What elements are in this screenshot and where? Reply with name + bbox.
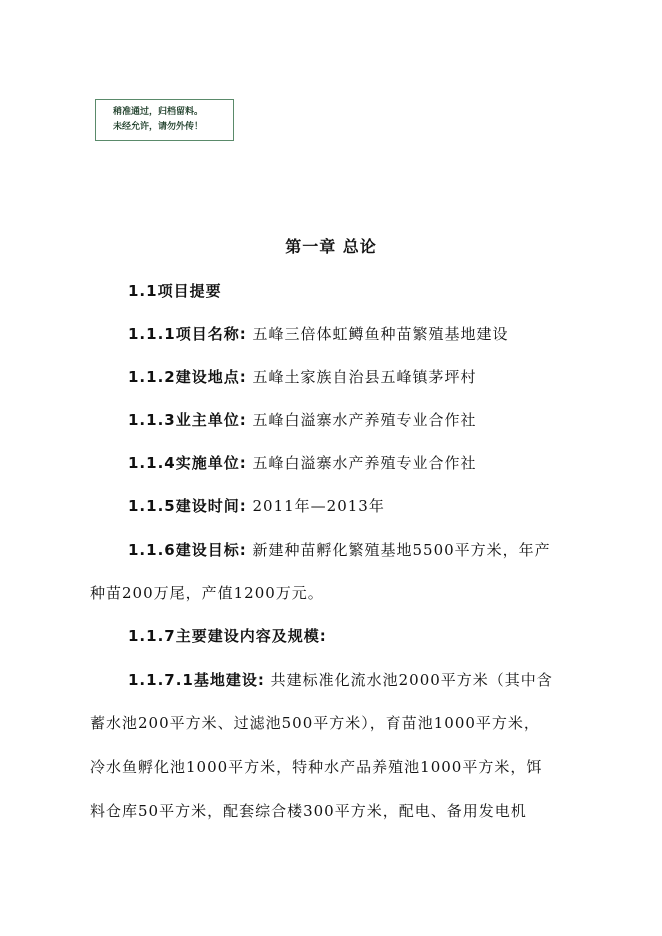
item-value: 新建种苗孵化繁殖基地5500平方米，年产 (252, 541, 551, 559)
item-label: 1.1.2建设地点: (128, 368, 247, 386)
section-heading: 1.1项目提要 (128, 282, 222, 300)
item-goal (128, 540, 551, 560)
item-value: 五峰白溢寨水产养殖专业合作社 (252, 411, 477, 429)
item-owner (128, 410, 477, 430)
item-base-line-2: 蓄水池200平方米、过滤池500平方米），育苗池1000平方米， (90, 714, 540, 732)
item-implementer (128, 453, 477, 473)
item-goal-continuation: 种苗200万尾，产值1200万元。 (90, 584, 324, 602)
item-location (128, 367, 477, 387)
item-value: 五峰三倍体虹鳟鱼种苗繁殖基地建设 (252, 325, 509, 343)
item-label: 1.1.3业主单位: (128, 411, 247, 429)
item-base-line-3: 冷水鱼孵化池1000平方米，特种水产品养殖池1000平方米，饵 (90, 758, 543, 776)
item-value: 五峰土家族自治县五峰镇茅坪村 (252, 368, 477, 386)
notice-stamp-box (95, 99, 234, 141)
item-project-name (128, 324, 509, 344)
item-label: 1.1.4实施单位: (128, 454, 247, 472)
item-base-line-4: 料仓库50平方米，配套综合楼300平方米，配电、备用发电机 (90, 802, 527, 820)
item-label: 1.1.6建设目标: (128, 541, 247, 559)
item-label: 1.1.5建设时间: (128, 497, 247, 515)
item-value: 共建标准化流水池2000平方米（其中含 (270, 671, 553, 689)
item-scope-heading: 1.1.7主要建设内容及规模: (128, 627, 327, 645)
notice-line-2: 未经允许，请勿外传！ (113, 122, 204, 132)
item-label: 1.1.1项目名称: (128, 325, 247, 343)
item-value: 2011年—2013年 (252, 497, 385, 515)
notice-line-1: 稍准通过，归档留料。 (113, 107, 204, 117)
chapter-title: 第一章 总论 (285, 237, 377, 256)
item-base-construction (128, 670, 553, 690)
item-label: 1.1.7.1基地建设: (128, 671, 265, 689)
item-value: 五峰白溢寨水产养殖专业合作社 (252, 454, 477, 472)
item-period (128, 496, 385, 516)
